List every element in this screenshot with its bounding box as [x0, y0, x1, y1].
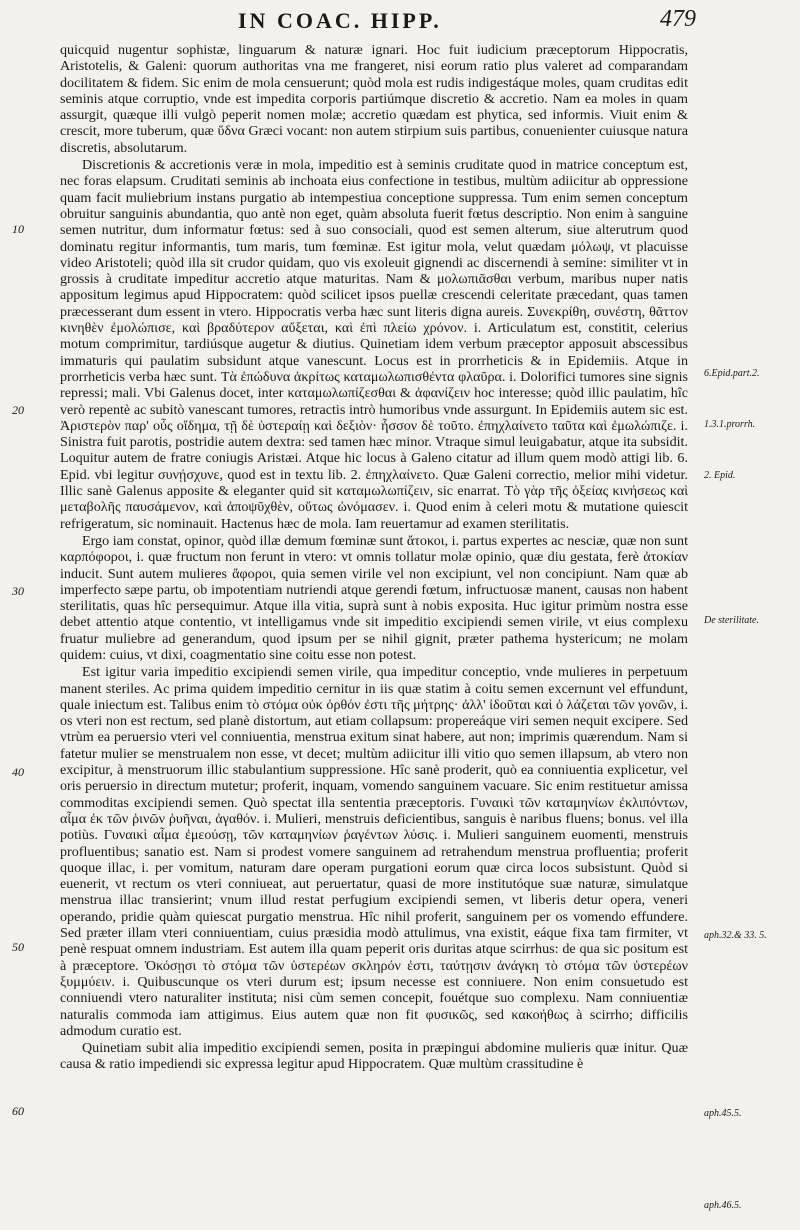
margin-note: aph.46.5. [704, 1200, 742, 1211]
line-number: 60 [12, 1104, 24, 1118]
margin-note: aph.45.5. [704, 1108, 742, 1119]
paragraph: Ergo iam constat, opinor, quòd illæ demum fœminæ sunt ἄτοκοι, i. partus expertes ac nesciæ, quæ non sunt καρπόφοροι, i. quæ fructum non ferunt in vtero: vt omnis tollatur molæ opinio, quæ diu gestata, ferè ἀτοκίαν inducit. Sunt autem mulieres ἄφοροι, quia semen virile vel non excipiunt, vel non concipiunt. Nam quæ ab imperfecto sæpe partu, ob impotentiam nutriendi atque gerendi fœtum, infructuosæ manent, causas non habent sterilitatis, quas hîc persequimur. Atque illa vitia, suprà sunt à nobis exposita. Huc igitur primùm nostra esse debet attentio atque contentio, vt intelligamus vnde sit impeditio excipiendi semen virile, vt eius complexu fruatur muliebre ad generandum, quod ipsum per se nihil gignit, præter pathema hystericum; ne molam quidem: cuius, vt dixi, coagmentatio sine coitu esse non potest. [60, 532, 688, 663]
margin-note: 6.Epid.part.2. [704, 368, 760, 379]
line-number: 20 [12, 403, 24, 417]
page-number: 479 [660, 6, 696, 32]
margin-note: 1.3.1.prorrh. [704, 419, 756, 430]
running-title: IN COAC. HIPP. [238, 8, 442, 33]
paragraph: quicquid nugentur sophistæ, linguarum & naturæ ignari. Hoc fuit iudicium præceptorum Hippocratis, Aristotelis, & Galeni: quorum authoritas vna me frangeret, nisi eorum ratio plus valeret ad comparandam docilitatem & fidem. Sic enim de mola censuerunt; quòd mola est rudis indigestáque moles, quam cruditas edit seminis atque corruptio, vnde est impedita corporis partiúmque discretio & accretio. Nam ea moles in quam assurgit, quæque illi vulgò peperit nomen molæ; accretio quædam est phytica, sed informis. Viuit enim & crescit, more tuberum, quæ ὕδνα Græci vocant: non autem stirpium suis partibus, conuenienter cuiusque natura discretis, absolutarum. [60, 42, 688, 156]
body-text [60, 42, 688, 1073]
line-number: 10 [12, 222, 24, 236]
margin-note: 2. Epid. [704, 470, 736, 481]
paragraph: Est igitur varia impeditio excipiendi semen virile, qua impeditur conceptio, vnde mulieres in perpetuum manent steriles. Ac prima quidem impeditio cernitur in iis quæ statim à coitu semen excernunt vel effundunt, quale iniectum est. Talibus enim τὸ στόμα οὐκ ὀρθόν ἐστι τῆς μήτρης· ἀλλ' ἰδοῦται καὶ ὁ λάζεται τῶν γονῶν, i. os vteri non est rectum, sed planè distortum, aut etiam collapsum: propereáque viri semen nequit excipere. Sed vtrùm ea peruersio vteri vel conniuentia, menstrua exitum sinat habere, aut non; imprimis quærendum. Nam si fatetur mulier se menstrualem non esse, vt decet; multùm adiicitur illi vitio quo semen illapsum, ab vtero non excipitur, à menstruorum illic stabulantium suppressione. Hîc sanè proderit, quò ea conniuentia explicetur, vel oris peruersio in directum mutetur; proferit, inquam, vomendo sanguinem vacuare. Sic enim restituetur amissa commoditas excipiendi semen. Quò spectat illa sententia præceptoris. Γυναικὶ τῶν καταμηνίων ἐκλιπόντων, αἷμα ἐκ τῶν ῥινῶν ῥυῆναι, ἀγαθόν. i. Mulieri, menstruis deficientibus, sanguis è naribus fluens; bonus. vel illa potiùs. Γυναικὶ αἷμα ἐμεούσῃ, τῶν καταμηνίων ῥαγέντων λύσις. i. Mulieri sanguinem euomenti, menstruis profluentibus; sanatio est. Nam si prodest vomere sanguinem ad retrahendum menstrua profluentia; proferit quoque illac, i. per vomitum, naturam dare operam purgationi eorum quæ circa locos subsistunt. Quòd si euenerit, vt rectum os vteri conniueat, aut peruertatur, quasi de more institutóque suæ naturæ, simulatque menstrua illac transierint; vnum illud restat perfugium excipiendi semen, vt liberis detur opera, veneri operando, pridie quàm quiescat purgatio menstrua. Hîc nihil proferit, sanguinem per os vomendo effundere. Sed præter illam vteri conniuentiam, cuius præsidia modò attulimus, vna existit, eáque fixa tam firmiter, vt penè respuat omnem industriam. Est autem illa quam peperit oris duritas atque scirrhus: de qua sic positum est à præceptore. Ὁκόσῃσι τὸ στόμα τῶν ὑστερέων σκληρόν ἐστι, ταύτῃσιν ἀνάγκη τὸ στόμα τῶν ὑστερέων ξυμμύειν. i. Quibuscunque os vteri durum est; ipsum necesse est conniuere. Non enim consuetudo est conniuendi vtero naturaliter instituta; nisi cùm semen concepit, fouétque suo complexu. Nam conniuentiæ naturalis commoda iam attigimus. Eius autem quæ non fit φυσικῶς, sed κακοήθως à scirrho; difficilis admodum curatio est. [60, 664, 688, 1039]
paragraph: Discretionis & accretionis veræ in mola, impeditio est à seminis cruditate quod in matrice conceptum est, nec foras elapsum. Cruditati seminis ab inchoata eius confectione in testibus, multùm adiicitur ab oppressione quam facit muliebrium instans purgatio ab intempestiua conceptione suppressa. Tum enim semen conceptum obruitur sanguinis abundantia, quo antè non eget, quàm absoluta fuerit fœtus descriptio. Non enim à sanguine semen nutritur, dum informatur fœtus: sed à suo consociali, quod est semen alterum, siue alterutrum quod dominatu regitur informantis, tum maris, tum fœminæ. Est igitur mola, velut quædam μόλωψ, vt placuisse video Aristoteli; quòd illa sit crudor quidam, quo vis exoleuit gignendi ac discernendi à semine: similiter vt in grossis à cruditate impeditur accretio atque maturitas. Nam & μολωπιᾶσθαι verbum, maribus nuper natis appositum legimus apud Hippocratem: quòd scilicet ipsos puellæ crescendi celeritate præcedant, quas tamen præcesserant dum essent in vtero. Hippocratis verba hæc sunt literis digna aureis. Συνεκρίθη, συνέστη, θᾶττον κινηθὲν ἐμολώπισε, καὶ βραδύτερον αὔξεται, καὶ ἐπὶ πλείω χρόνον. i. Articulatum est, constitit, celerius motum comprimitur, tardiúsque augetur & diutius. Quinetiam idem verbum præceptor apposuit abscessibus immaturis qui paulatim subsidunt atque vanescunt. Locus est in prorrheticis & in Epidemiis. Atque in prorrheticis verba hæc sunt. Τὰ ἐπώδυνα ἀκρίτως καταμωλωπισθέντα φλαῦρα. i. Dolorifici tumores sine signis repressi; mali. Vbi Galenus docet, inter καταμωλωπίζεσθαι & ἀφανίζειν hoc interesse; quòd illic paulatim, hîc verò repentè ac subitò vanescant tumores, retractis intrò humoribus vnde assurgunt. In Epidemiis autem sic est. Ἀριστερὸν παρ' οὖς οἴδημα, τῇ δὲ ὑστεραίῃ καὶ δεξιὸν· ἧσσον δὲ τοῦτο. ἐπηχλαίνετο ταῦτα καὶ ἐμωλώπιζε. i. Sinistra fuit parotis, postridie autem dextra: sed tamen hæc minor. Vtraque simul leuigabatur, atque ita subsidit. Loquitur autem de fratre coniugis Aristæi. Atque hic locus à Galeno citatur ad illum quem modò attigi lib. 6. Epid. vbi legitur συνῄσχυνε, quod est in textu lib. 2. ἐπηχλαίνετο. Quæ Galeni correctio, melior mihi videtur. Illic sanè Galenus apposite & eleganter quid sit καταμωλωπίζειν, sic enarrat. Τὸ γὰρ τῆς ὀξείας κινήσεως καὶ μεταβολῆς παυσάμενον, καὶ ἀποψῦχθὲν, οὕτως ὠνόμασεν. i. Quod enim à celeri motu & mutatione quiescit refrigeratum, sic nominauit. Hactenus hæc de mola. Iam reuertamur ad examen sterilitatis. [60, 157, 688, 532]
running-head [0, 8, 800, 38]
margin-note: aph.32.& 33. 5. [704, 930, 767, 941]
line-number: 30 [12, 584, 24, 598]
line-number: 50 [12, 940, 24, 954]
line-number: 40 [12, 765, 24, 779]
paragraph: Quinetiam subit alia impeditio excipiendi semen, posita in præpingui abdomine mulieris quæ initur. Quæ causa & ratio impediendi sic expressa legitur apud Hippocratem. Quæ multùm crassitudine è [60, 1040, 688, 1073]
margin-note: De sterilitate. [704, 615, 759, 626]
